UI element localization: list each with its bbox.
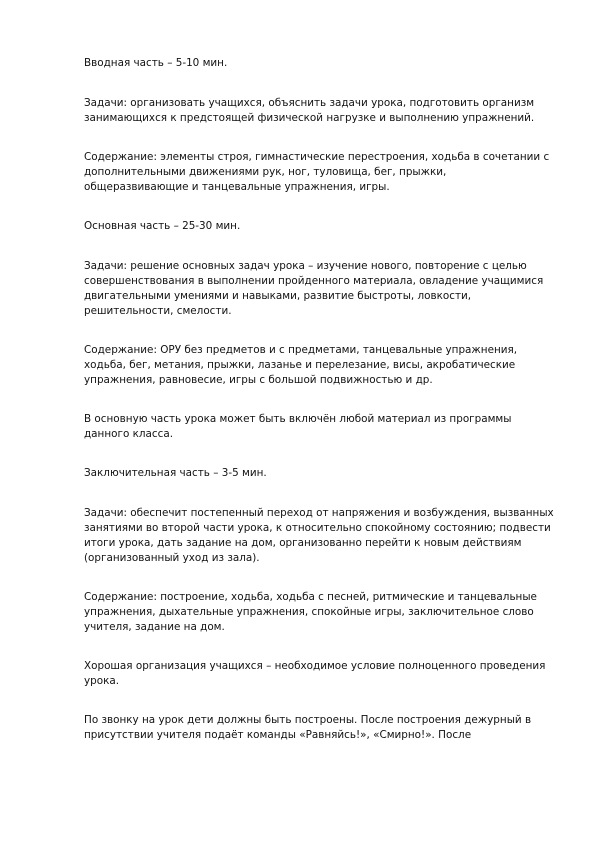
paragraph-main-material: В основную часть урока может быть включён любой материал из программы данного класса. <box>84 413 512 440</box>
section-heading-main: Основная часть – 25-30 мин. <box>84 220 241 232</box>
paragraph-main-tasks: Задачи: решение основных задач урока – изучение нового, повторение с целью совершенствования в выполнении пройденного материала, овладение учащимися двигательными умениями и навыками, развитие быстроты, ловкости, решительности, смелости. <box>84 260 544 317</box>
section-heading-intro: Вводная часть – 5-10 мин. <box>84 57 228 69</box>
paragraph-organization: Хорошая организация учащихся – необходимое условие полноценного проведения урока. <box>84 660 546 687</box>
paragraph-main-content: Содержание: ОРУ без предметов и с предметами, танцевальные упражнения, ходьба, бег, метания, прыжки, лазанье и перелезание, висы, акробатические упражнения, равновесие, игры с большой подвижностью и др. <box>84 344 518 386</box>
paragraph-lineup: По звонку на урок дети должны быть построены. После построения дежурный в присутствии учителя подаёт команды «Равняйсь!», «Смирно!». После <box>84 714 532 741</box>
document-body <box>84 56 554 767</box>
paragraph-final-content: Содержание: построение, ходьба, ходьба с песней, ритмические и танцевальные упражнения, дыхательные упражнения, спокойные игры, заключительное слово учителя, задание на дом. <box>84 591 537 633</box>
section-heading-final: Заключительная часть – 3-5 мин. <box>84 467 267 479</box>
paragraph-final-tasks: Задачи: обеспечит постепенный переход от напряжения и возбуждения, вызванных занятиями во второй части урока, к относительно спокойному состоянию; подвести итоги урока, дать задание на дом, организованно перейти к новым действиям (организованный уход из зала). <box>84 507 554 564</box>
paragraph-intro-tasks: Задачи: организовать учащихся, объяснить задачи урока, подготовить организм занимающихся к предстоящей физической нагрузке и выполнению упражнений. <box>84 97 535 124</box>
paragraph-intro-content: Содержание: элементы строя, гимнастические перестроения, ходьба в сочетании с дополнительными движениями рук, ног, туловища, бег, прыжки, общеразвивающие и танцевальные упражнения, игры. <box>84 151 550 193</box>
